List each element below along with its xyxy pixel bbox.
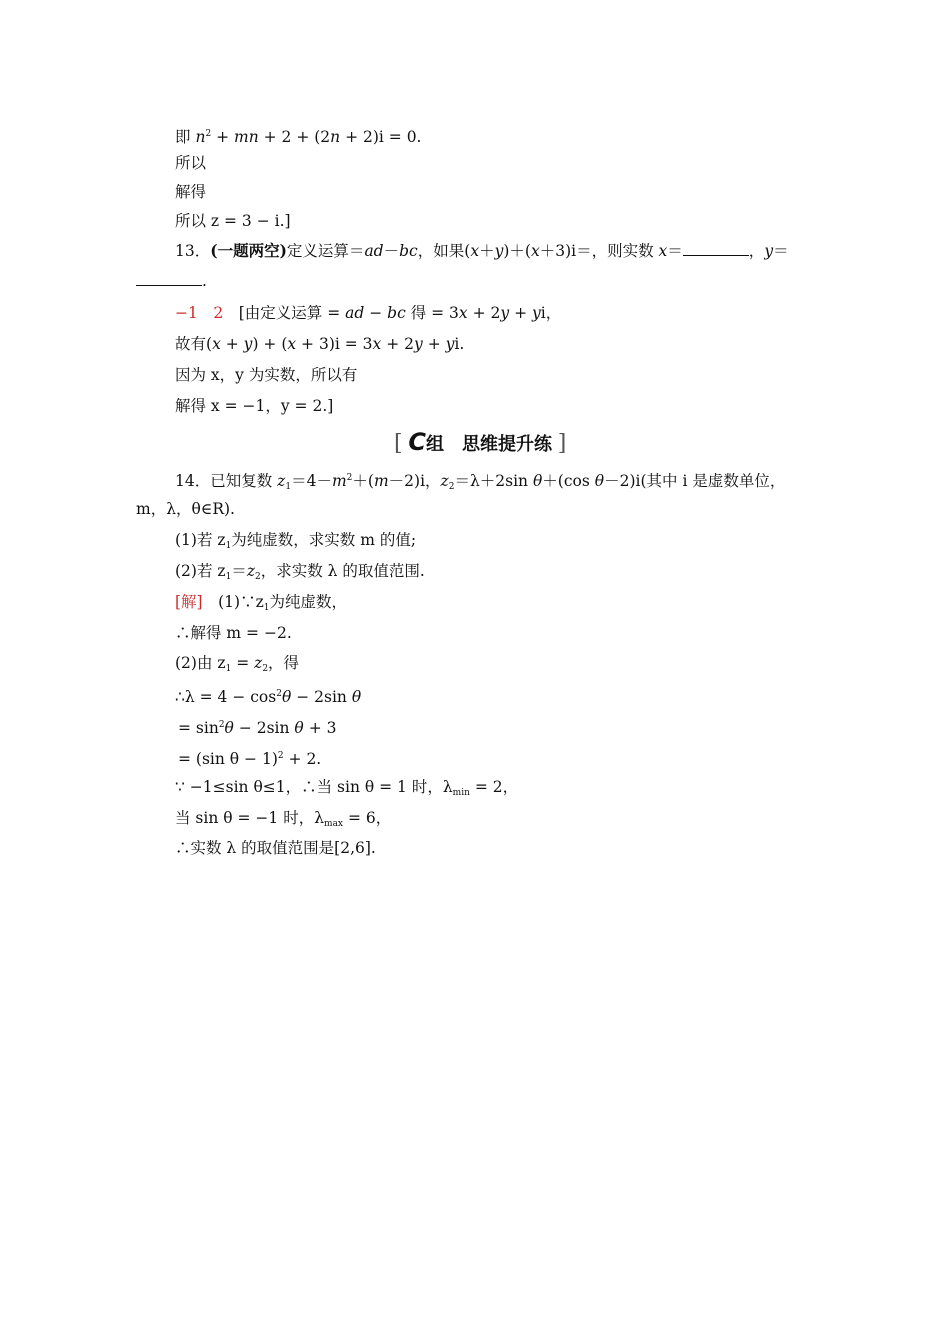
solution-line-2: ∴解得 m = −2. (175, 624, 292, 642)
solution-line-9: ∴实数 λ 的取值范围是[2,6]. (175, 839, 376, 857)
solution-line-7: ∵ −1≤sin θ≤1，∴当 sin θ = 1 时，$\lambda_{min} = 2$， (175, 778, 519, 798)
question-14-part-1: (1)若 $z_1$为纯虚数，求实数 m 的值; (175, 531, 417, 551)
question-14-part-2: (2)若 $z_1=z_2$，求实数 λ 的取值范围. (175, 562, 425, 582)
solution-line-8: 当 sin θ = −1 时，$\lambda_{max} = 6$， (175, 809, 392, 829)
answer-13: −1 2 [由定义运算 = ad − bc 得 = 3x + 2y + yi， (175, 304, 562, 322)
text-z-result: 所以 z = 3 − i.] (175, 212, 291, 230)
solution-line-6: = (sin θ − 1)$^2$ + 2. (178, 750, 322, 768)
solution-line-5: = $\sin^2\theta - 2\sin$ θ + 3 (178, 719, 337, 737)
answer-13-line-4: 解得 x = −1，y = 2.] (175, 397, 334, 415)
question-14-line-2: m，λ，θ∈R). (136, 500, 235, 518)
question-13-blank-2: . (136, 270, 207, 292)
section-heading: [ C组 思维提升练 ] (394, 428, 567, 456)
text-so: 所以 (175, 154, 207, 172)
solution-line-3: (2)由 $z_1 = z_2$，得 (175, 654, 300, 674)
eq-line-1: 即 $n^2$ + mn + 2 + (2n + 2)i = 0. (175, 128, 422, 146)
answer-13-line-2: 故有(x + y) + (x + 3)i = 3x + 2y + yi. (175, 335, 465, 353)
text-solve: 解得 (175, 183, 207, 201)
answer-13-line-3: 因为 x，y 为实数，所以有 (175, 366, 358, 384)
solution-line-4: ∴λ = $4 - \cos^2\theta - 2\sin$ θ (175, 688, 362, 706)
solution-14: [解] $(1)\because z_1$为纯虚数， (175, 593, 347, 613)
question-13: 13．(一题两空)定义运算＝ad－bc，如果(x＋y)＋(x＋3)i＝，则实数 x＝ ，y＝ (175, 241, 789, 260)
question-14: 14．已知复数 $z_1=4-m^2+(m-2)i$，$z_2=\lambda+2\sin$ θ＋(cos θ－2)i(其中 i 是虚数单位， (175, 472, 786, 492)
